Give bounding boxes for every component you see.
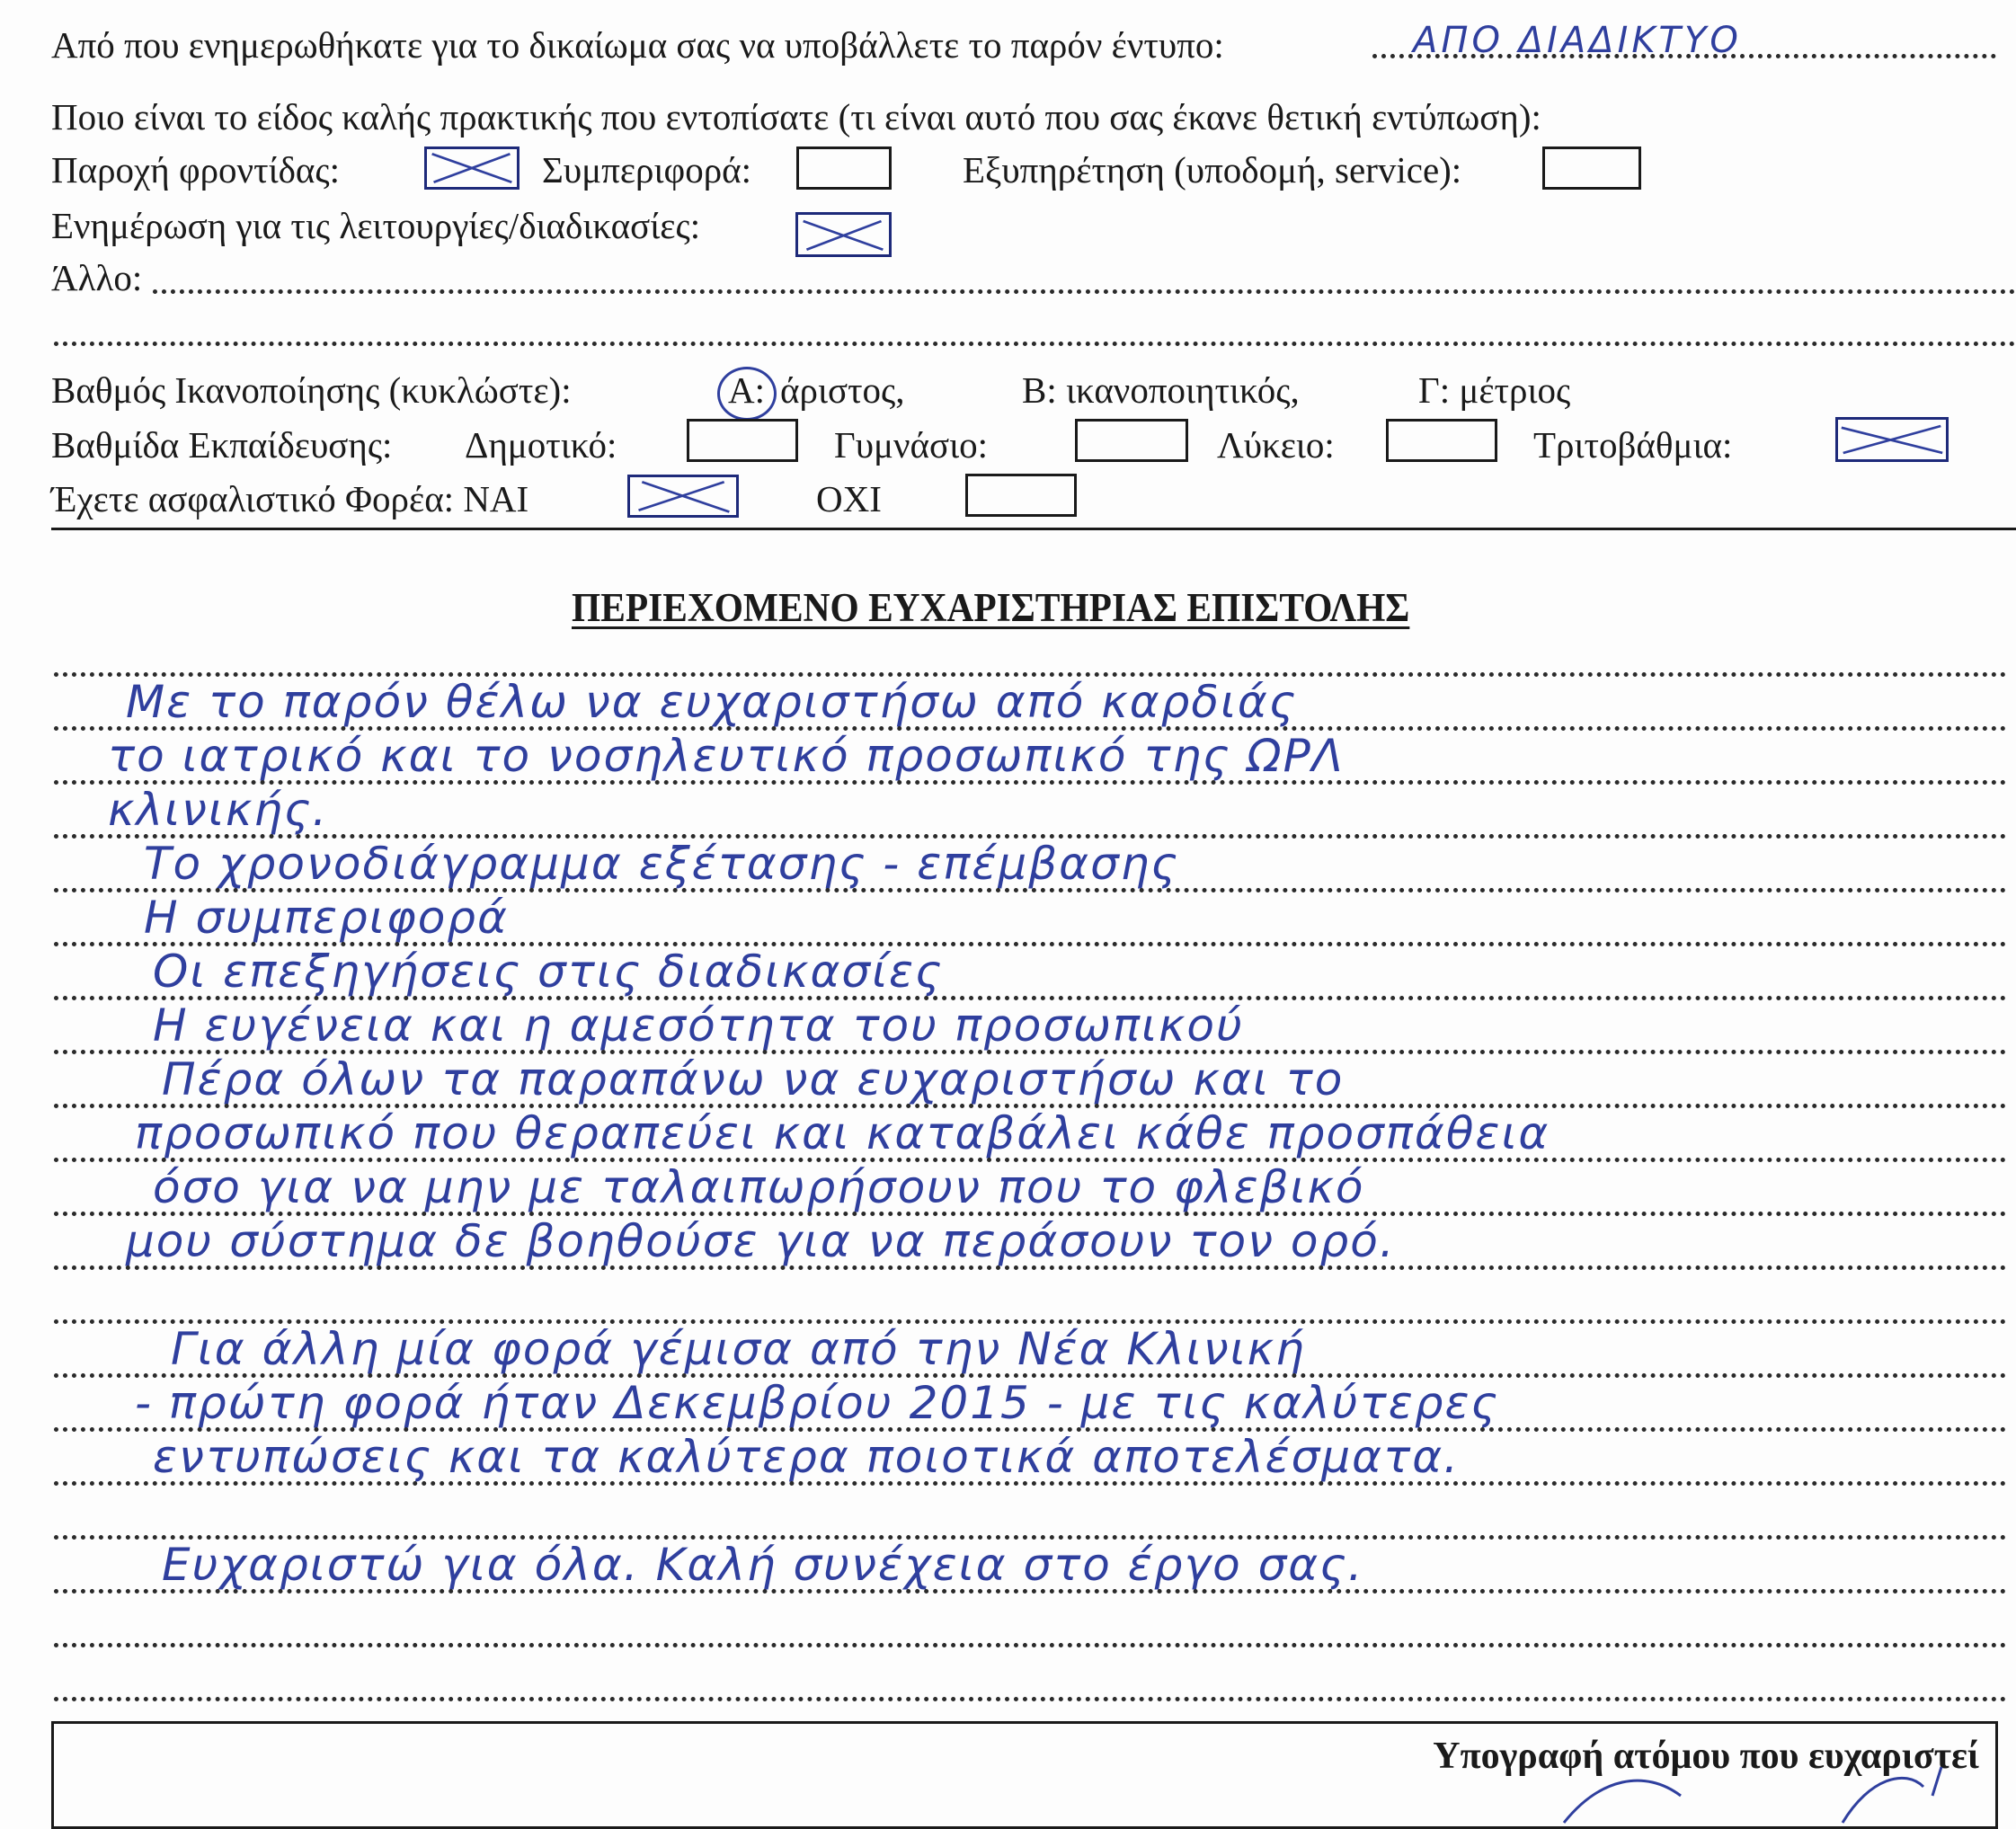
x-mark-icon [630,477,736,515]
signature-label: Υπογραφή ατόμου που ευχαριστεί [1433,1736,1979,1777]
letter-line[interactable]: κλινικής. [108,784,329,836]
section-divider [51,528,2016,530]
x-mark-icon [427,149,517,187]
education-primary-label: Δημοτικό: [465,424,617,466]
letter-line[interactable]: όσο για να μην με ταλαιπωρήσουν που το φλεβικό [153,1161,1365,1213]
satisfaction-option-a-letter[interactable]: Α: [728,369,765,411]
letter-title: ΠΕΡΙΕΧΟΜΕΝΟ ΕΥΧΑΡΙΣΤΗΡΙΑΣ ΕΠΙΣΤΟΛΗΣ [572,585,1410,630]
service-checkbox[interactable] [1542,146,1641,190]
satisfaction-option-c[interactable]: Γ: μέτριος [1418,369,1571,411]
signature-scribble-icon [1546,1760,1959,1828]
x-mark-icon [1838,420,1946,459]
letter-line[interactable]: εντυπώσεις και τα καλύτερα ποιοτικά αποτελέσματα. [153,1431,1461,1483]
education-lyceum-label: Λύκειο: [1217,424,1335,466]
other-label: Άλλο: [51,257,143,298]
satisfaction-option-a[interactable]: άριστος, [780,369,905,411]
behavior-label: Συμπεριφορά: [542,149,752,191]
insurance-no-label: ΟΧΙ [816,478,882,519]
letter-dotted-line [54,1481,2007,1486]
other-line-1[interactable] [153,289,2016,294]
letter-line[interactable]: μου σύστημα δε βοηθούσε για να περάσουν τον ορό. [126,1215,1396,1267]
letter-line[interactable]: Πέρα όλων τα παραπάνω να ευχαριστήσω και το [162,1053,1345,1105]
practice-question: Ποιο είναι το είδος καλής πρακτικής που εντοπίσατε (τι είναι αυτό που σας έκανε θετική εντύπωση): [51,96,1541,138]
insurance-no-checkbox[interactable] [965,474,1077,517]
education-primary-checkbox[interactable] [687,419,798,462]
letter-line[interactable]: Η ευγένεια και η αμεσότητα του προσωπικού [153,999,1244,1052]
care-label: Παροχή φροντίδας: [51,149,341,191]
education-lyceum-checkbox[interactable] [1386,419,1497,462]
letter-line[interactable]: προσωπικό που θεραπεύει και καταβάλει κάθε προσπάθεια [135,1107,1550,1159]
letter-dotted-line [54,780,2007,785]
insurance-yes-checkbox[interactable] [627,475,739,518]
other-line-2[interactable] [54,342,2016,346]
info-checkbox[interactable] [795,212,892,257]
satisfaction-label: Βαθμός Ικανοποίησης (κυκλώστε): [51,369,572,411]
signature-box[interactable] [51,1721,1998,1829]
letter-line[interactable]: Ευχαριστώ για όλα. Καλή συνέχεια στο έργο σας. [162,1539,1364,1591]
behavior-checkbox[interactable] [796,146,892,190]
source-answer[interactable]: ΑΠΟ ΔΙΑΔΙΚΤΥΟ [1413,20,1742,61]
letter-line[interactable]: Με το παρόν θέλω να ευχαριστήσω από καρδιάς [126,676,1298,728]
letter-line[interactable]: Για άλλη μία φορά γέμισα από την Νέα Κλινική [171,1323,1306,1375]
service-label: Εξυπηρέτηση (υποδομή, service): [963,149,1462,191]
education-label: Βαθμίδα Εκπαίδευσης: [51,424,393,466]
x-mark-icon [798,215,889,254]
care-checkbox[interactable] [424,146,520,190]
education-tertiary-label: Τριτοβάθμια: [1533,424,1733,466]
letter-line[interactable]: Η συμπεριφορά [144,892,509,944]
education-gymnasium-checkbox[interactable] [1075,419,1188,462]
satisfaction-option-b[interactable]: Β: ικανοποιητικός, [1022,369,1300,411]
insurance-label: Έχετε ασφαλιστικό Φορέα: ΝΑΙ [51,478,529,519]
letter-dotted-line [54,1265,2007,1270]
letter-dotted-line [54,1643,2007,1647]
education-tertiary-checkbox[interactable] [1835,417,1949,462]
letter-line[interactable]: Το χρονοδιάγραμμα εξέτασης - επέμβασης [144,838,1179,890]
letter-line[interactable]: - πρώτη φορά ήταν Δεκεμβρίου 2015 - με τις καλύτερες [135,1377,1499,1429]
letter-dotted-line [54,1589,2007,1594]
source-question: Από που ενημερωθήκατε για το δικαίωμα σας να υποβάλλετε το παρόν έντυπο: [51,24,1224,66]
letter-line[interactable]: το ιατρικό και το νοσηλευτικό προσωπικό της ΩΡΛ [108,730,1345,782]
education-gymnasium-label: Γυμνάσιο: [834,424,989,466]
info-label: Ενημέρωση για τις λειτουργίες/διαδικασίες: [51,205,701,246]
letter-line[interactable]: Οι επεξηγήσεις στις διαδικασίες [153,946,944,998]
letter-dotted-line [54,1697,2007,1701]
